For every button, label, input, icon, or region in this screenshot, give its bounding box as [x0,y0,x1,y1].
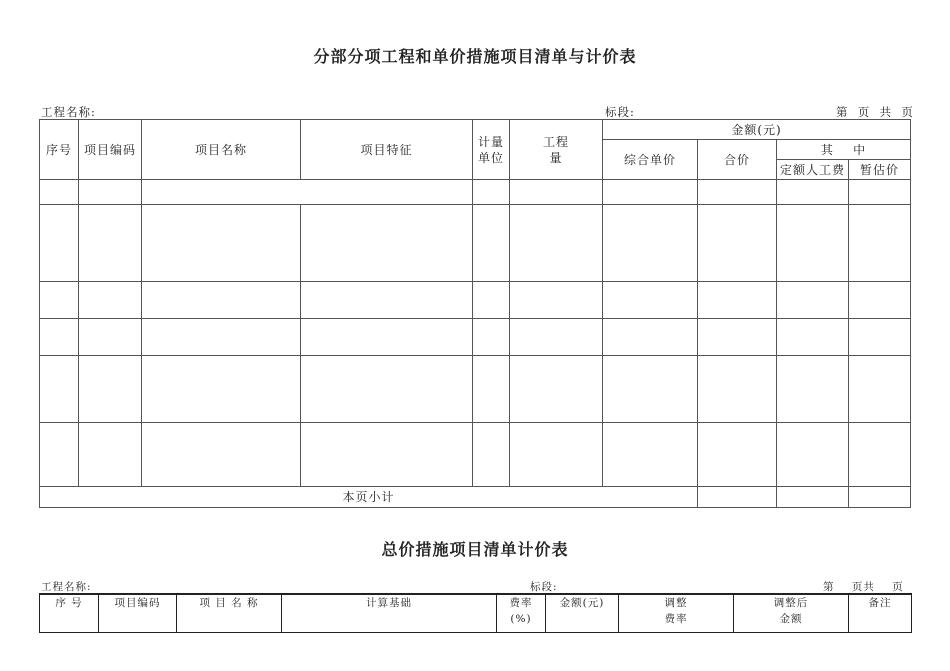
header-code-2: 项目编码 [99,594,177,632]
table-row [40,282,911,319]
cell [40,205,79,282]
cell [79,423,142,487]
cell [79,180,142,205]
pricing-table [39,119,911,508]
header-of-which: 其 中 [777,140,911,160]
cell [603,319,698,356]
header-seq-2: 序 号 [40,594,99,632]
header-name: 项目名称 [142,120,301,180]
cell [79,319,142,356]
header-seq: 序号 [40,120,79,180]
cell [510,356,603,423]
header-labor: 定额人工费 [777,160,849,180]
table-row [40,180,911,205]
header-name-2: 项 目 名 称 [177,594,282,632]
cell [473,319,510,356]
cell [79,356,142,423]
cell [510,205,603,282]
cell [849,282,911,319]
cell [849,423,911,487]
page-label-2: 第 页共 页 [823,581,904,593]
cell [142,282,301,319]
cell [849,205,911,282]
header-code: 项目编码 [79,120,142,180]
header-unit: 计量 单位 [473,120,510,180]
header-basis: 计算基础 [282,594,497,632]
header-qty: 工程 量 [510,120,603,180]
cell [603,356,698,423]
cell [777,356,849,423]
cell [510,282,603,319]
cell [473,282,510,319]
project-name-label-2: 工程名称: [41,581,92,593]
cell [301,319,473,356]
cell [40,423,79,487]
cell [777,282,849,319]
cell [510,423,603,487]
table-row [40,205,911,282]
cell [40,180,79,205]
header-rate: 费率 (%) [497,594,546,632]
cell [40,282,79,319]
cell [777,205,849,282]
cell [301,282,473,319]
cell [777,180,849,205]
cell [79,205,142,282]
cell [777,423,849,487]
cell [777,319,849,356]
cell [698,282,777,319]
header-amount-2: 金额(元) [546,594,619,632]
cell [473,205,510,282]
header-amount: 金额(元) [603,120,911,140]
section-label: 标段: [605,105,635,119]
lump-sum-measures-table [39,593,912,633]
header-feature: 项目特征 [301,120,473,180]
table-row [40,319,911,356]
header-adj-rate: 调整 费率 [619,594,734,632]
header-total: 合价 [698,140,777,180]
cell [603,282,698,319]
cell [473,356,510,423]
cell [849,487,911,508]
cell [698,356,777,423]
page-label: 第 页 共 页 [836,105,914,119]
cell [142,423,301,487]
section-label-2: 标段: [530,581,558,593]
cell [849,356,911,423]
cell [301,423,473,487]
cell [40,356,79,423]
cell [777,487,849,508]
project-name-label: 工程名称: [41,105,96,119]
cell [698,205,777,282]
table1-title: 分部分项工程和单价措施项目清单与计价表 [313,47,637,66]
cell [698,180,777,205]
cell [849,319,911,356]
header-provisional: 暂估价 [849,160,911,180]
cell [301,356,473,423]
subtotal-row [40,487,911,508]
cell [142,356,301,423]
table2-title: 总价措施项目清单计价表 [381,540,569,559]
subtotal-label: 本页小计 [40,487,698,508]
cell [79,282,142,319]
cell [301,205,473,282]
cell [142,205,301,282]
header-unit-price: 综合单价 [603,140,698,180]
cell [473,180,510,205]
cell [698,423,777,487]
cell [698,487,777,508]
cell [603,205,698,282]
cell [142,319,301,356]
table-row [40,356,911,423]
cell [473,423,510,487]
cell [849,180,911,205]
table-row [40,423,911,487]
header-remark: 备注 [849,594,912,632]
cell [510,180,603,205]
cell [603,423,698,487]
cell [510,319,603,356]
cell [603,180,698,205]
cell [698,319,777,356]
header-adj-amount: 调整后 金额 [734,594,849,632]
cell [40,319,79,356]
cell [142,180,473,205]
